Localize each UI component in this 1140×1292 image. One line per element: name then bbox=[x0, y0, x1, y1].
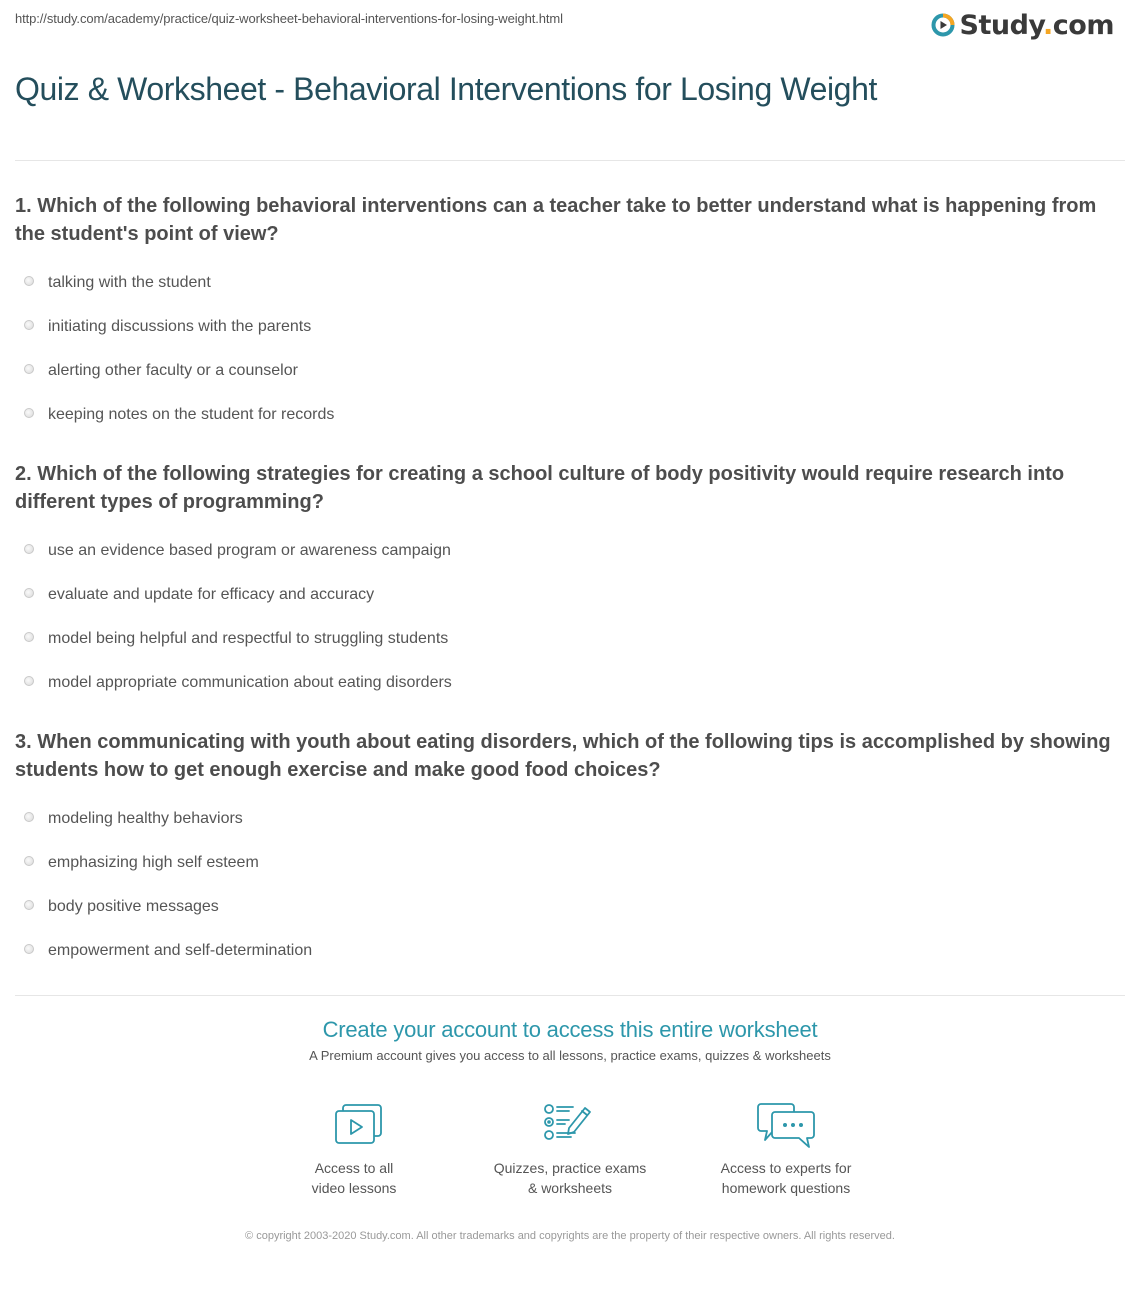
video-lessons-icon bbox=[319, 1100, 389, 1150]
page-url: http://study.com/academy/practice/quiz-worksheet-behavioral-interventions-for-losing-weight.html bbox=[15, 11, 563, 26]
answer-label: body positive messages bbox=[48, 898, 219, 915]
answer-label: initiating discussions with the parents bbox=[48, 318, 312, 335]
feature-label bbox=[246, 1158, 462, 1198]
feature-label bbox=[462, 1158, 678, 1198]
question-2 bbox=[15, 460, 1125, 705]
feature-quizzes bbox=[462, 1100, 678, 1198]
page-title: Quiz & Worksheet - Behavioral Interventions for Losing Weight bbox=[15, 71, 877, 107]
answer-label: empowerment and self-determination bbox=[48, 942, 313, 959]
answer-label: modeling healthy behaviors bbox=[48, 810, 243, 827]
radio-button[interactable] bbox=[24, 588, 34, 598]
chat-bubbles-icon bbox=[751, 1100, 821, 1150]
feature-label-line: Quizzes, practice exams bbox=[493, 1160, 647, 1176]
radio-button[interactable] bbox=[24, 812, 34, 822]
answer-list bbox=[15, 529, 1125, 705]
feature-video-lessons bbox=[246, 1100, 462, 1198]
divider bbox=[15, 995, 1125, 996]
answer-label: keeping notes on the student for records bbox=[48, 406, 335, 423]
question-3 bbox=[15, 728, 1125, 973]
feature-label bbox=[678, 1158, 894, 1198]
feature-experts bbox=[678, 1100, 894, 1198]
question-1 bbox=[15, 192, 1125, 437]
answer-label: talking with the student bbox=[48, 274, 211, 291]
answer-list bbox=[15, 797, 1125, 973]
copyright-notice: © copyright 2003-2020 Study.com. All other trademarks and copyrights are the property of their respective owners. All rights reserved. bbox=[245, 1230, 895, 1242]
answer-option[interactable] bbox=[15, 617, 1125, 661]
answer-option[interactable] bbox=[15, 261, 1125, 305]
radio-button[interactable] bbox=[24, 544, 34, 554]
feature-list bbox=[0, 1100, 1140, 1198]
feature-label-line: video lessons bbox=[311, 1180, 397, 1196]
radio-button[interactable] bbox=[24, 632, 34, 642]
answer-list bbox=[15, 261, 1125, 437]
answer-option[interactable] bbox=[15, 573, 1125, 617]
logo-dot: . bbox=[1043, 9, 1053, 41]
feature-label-line: Access to all bbox=[314, 1160, 394, 1176]
radio-button[interactable] bbox=[24, 676, 34, 686]
radio-button[interactable] bbox=[24, 364, 34, 374]
feature-label-line: Access to experts for bbox=[720, 1160, 852, 1176]
cta-subtitle: A Premium account gives you access to all lessons, practice exams, quizzes & worksheets bbox=[309, 1048, 831, 1063]
answer-option[interactable] bbox=[15, 305, 1125, 349]
radio-button[interactable] bbox=[24, 408, 34, 418]
radio-button[interactable] bbox=[24, 944, 34, 954]
question-text: 1. Which of the following behavioral interventions can a teacher take to better understand what is happening from the student's point of view? bbox=[15, 195, 1097, 245]
answer-option[interactable] bbox=[15, 529, 1125, 573]
logo-wordmark bbox=[960, 10, 1115, 41]
quiz-checklist-icon bbox=[535, 1100, 605, 1150]
answer-label: model being helpful and respectful to struggling students bbox=[48, 630, 449, 647]
play-logo-icon bbox=[931, 13, 955, 37]
question-text: 3. When communicating with youth about eating disorders, which of the following tips is accomplished by showing students how to get enough exercise and make good food choices? bbox=[15, 731, 1111, 781]
answer-option[interactable] bbox=[15, 349, 1125, 393]
create-account-link[interactable]: Create your account to access this entire worksheet bbox=[322, 1017, 818, 1042]
radio-button[interactable] bbox=[24, 900, 34, 910]
radio-button[interactable] bbox=[24, 856, 34, 866]
answer-option[interactable] bbox=[15, 393, 1125, 437]
answer-label: evaluate and update for efficacy and accuracy bbox=[48, 586, 375, 603]
radio-button[interactable] bbox=[24, 276, 34, 286]
question-text: 2. Which of the following strategies for creating a school culture of body positivity would require research into different types of programming? bbox=[15, 463, 1065, 513]
radio-button[interactable] bbox=[24, 320, 34, 330]
answer-option[interactable] bbox=[15, 797, 1125, 841]
logo-name: Study bbox=[959, 9, 1044, 41]
answer-label: emphasizing high self esteem bbox=[48, 854, 259, 871]
study-logo[interactable] bbox=[931, 8, 1115, 42]
answer-option[interactable] bbox=[15, 661, 1125, 705]
divider bbox=[15, 160, 1125, 161]
answer-label: model appropriate communication about eating disorders bbox=[48, 674, 452, 691]
feature-label-line: homework questions bbox=[721, 1180, 851, 1196]
answer-option[interactable] bbox=[15, 929, 1125, 973]
answer-option[interactable] bbox=[15, 841, 1125, 885]
answer-option[interactable] bbox=[15, 885, 1125, 929]
answer-label: use an evidence based program or awareness campaign bbox=[48, 542, 451, 559]
answer-label: alerting other faculty or a counselor bbox=[48, 362, 298, 379]
feature-label-line: & worksheets bbox=[527, 1180, 613, 1196]
logo-tld: com bbox=[1052, 9, 1114, 41]
